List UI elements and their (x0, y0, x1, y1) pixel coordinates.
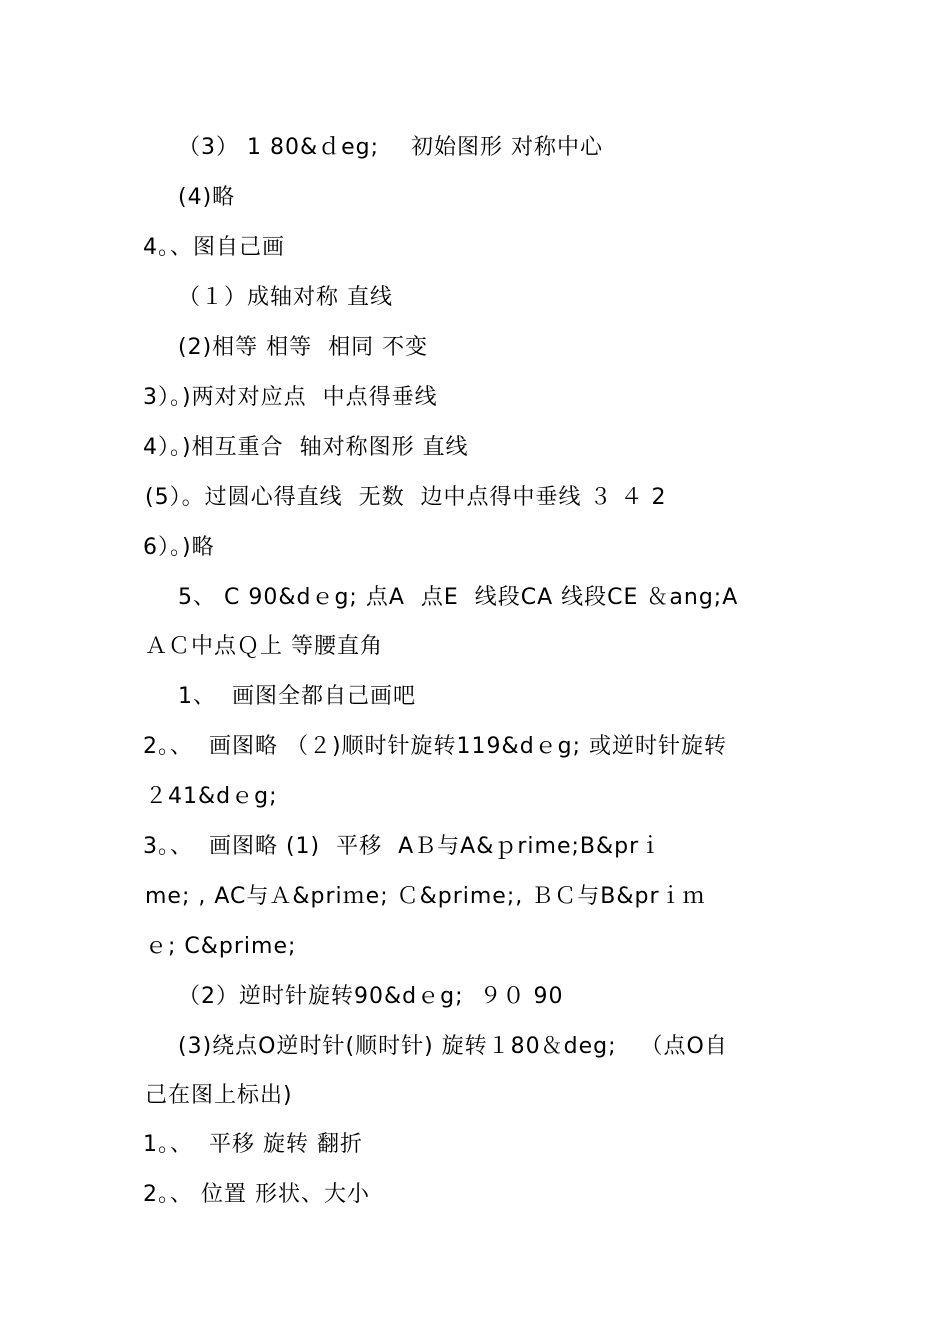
text-line: （2）逆时针旋转90&dｅg; ９０ 90 (178, 984, 564, 1009)
text-line: 4。、图自己画 (143, 235, 285, 260)
text-line: 己在图上标出) (145, 1083, 293, 1108)
text-line: ｅ; C&prime; (145, 934, 297, 959)
text-line: 1、 画图全都自己画吧 (178, 684, 416, 709)
text-line: 5、 C 90&dｅg; 点A 点E 线段CA 线段CE ＆ang;A (178, 585, 739, 610)
text-line: （3） 1 80&ｄeg; 初始图形 对称中心 (178, 135, 604, 160)
text-line: 1。、 平移 旋转 翻折 (143, 1132, 363, 1157)
text-line: 3）。)两对对应点 中点得垂线 (143, 385, 438, 410)
text-line: me; , AC与Ａ&priｍe; Ｃ&prime;, ＢＣ与B&prｉｍ (145, 884, 706, 909)
text-line: (5）。过圆心得直线 无数 边中点得中垂线 ３ ４ 2 (145, 485, 667, 510)
text-line: (4)略 (178, 185, 236, 210)
text-line: (2)相等 相等 相同 不变 (178, 335, 429, 360)
text-line: 2。、 画图略 （２)顺时针旋转119&dｅg; 或逆时针旋转 (143, 734, 728, 759)
text-line: (3)绕点O逆时针(顺时针) 旋转１80＆deg; （点O自 (178, 1034, 728, 1059)
text-line: 6）。)略 (143, 535, 215, 560)
text-line: ２41&dｅg; (145, 784, 278, 809)
text-line: ＡＣ中点Ｑ上 等腰直角 (145, 634, 383, 659)
text-line: （１）成轴对称 直线 (178, 285, 393, 310)
text-line: 2。、 位置 形状、大小 (143, 1182, 370, 1207)
text-line: 4）。)相互重合 轴对称图形 直线 (143, 435, 469, 460)
text-line: 3。、 画图略 (1) 平移 AＢ与A&ｐrime;B&prｉ (143, 834, 663, 859)
